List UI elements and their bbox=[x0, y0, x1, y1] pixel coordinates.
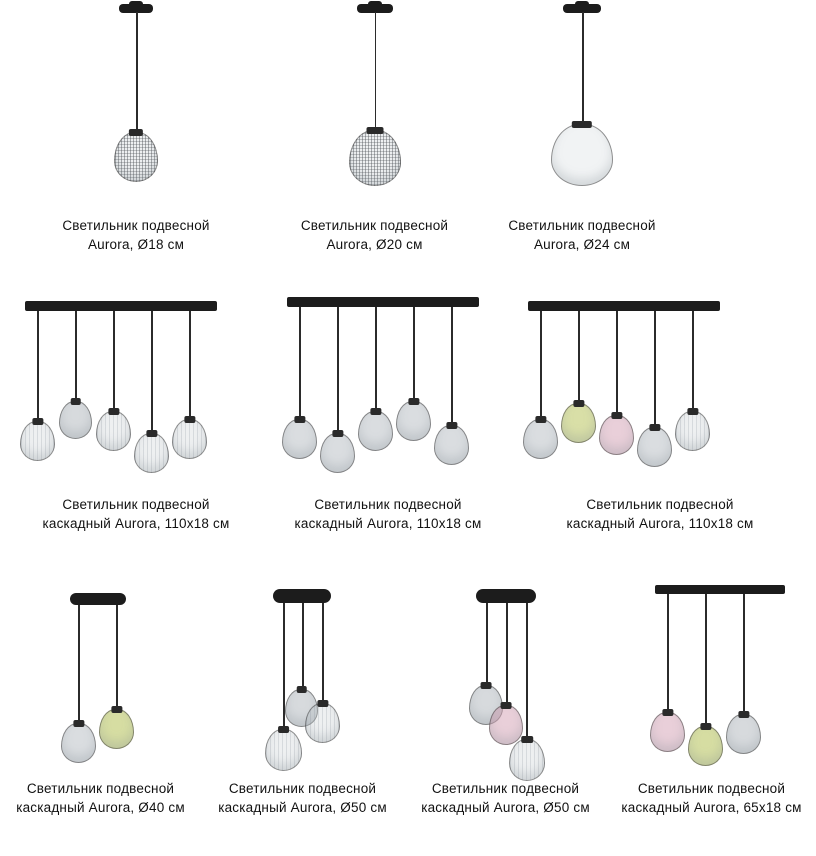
product-image-cascade-50-b bbox=[404, 583, 607, 773]
product-image-cascade-50-a bbox=[201, 583, 404, 773]
cord bbox=[692, 311, 694, 411]
cord bbox=[654, 311, 656, 427]
product-image-cascade-65 bbox=[607, 583, 816, 773]
canopy-cap-icon bbox=[368, 1, 382, 7]
caption-line-2: каскадный Aurora, 65x18 см bbox=[621, 800, 802, 815]
caption-line-2: каскадный Aurora, 110x18 см bbox=[566, 516, 754, 531]
mounting-bar bbox=[25, 301, 217, 311]
product-image-aurora-18 bbox=[0, 0, 272, 210]
lamp-shade bbox=[114, 132, 158, 182]
shade-socket bbox=[408, 398, 419, 405]
product-caption-aurora-24 bbox=[508, 216, 655, 254]
cord bbox=[299, 307, 301, 419]
shade-socket bbox=[611, 412, 622, 419]
cord bbox=[375, 12, 377, 130]
lamp-shade bbox=[134, 433, 169, 473]
caption-line-2: Aurora, Ø20 см bbox=[326, 237, 423, 252]
canopy-icon bbox=[476, 589, 536, 603]
lamp-shade bbox=[523, 419, 558, 459]
cord bbox=[451, 307, 453, 425]
product-card-aurora-cascade-110-c[interactable] bbox=[504, 289, 816, 533]
shade-socket bbox=[146, 430, 157, 437]
product-image-cascade-110-c bbox=[504, 289, 816, 489]
shade-socket bbox=[70, 398, 81, 405]
lamp-shade bbox=[61, 723, 96, 763]
cord bbox=[413, 307, 415, 401]
cord bbox=[667, 594, 669, 712]
lamp-shade bbox=[99, 709, 134, 749]
lamp-shade bbox=[282, 419, 317, 459]
cord bbox=[151, 311, 153, 433]
cord bbox=[705, 594, 707, 726]
product-image-cascade-110-b bbox=[272, 289, 504, 489]
lamp-shade bbox=[358, 411, 393, 451]
cord bbox=[375, 307, 377, 411]
lamp-shade bbox=[551, 124, 613, 186]
caption-line-2: каскадный Aurora, Ø50 см bbox=[218, 800, 387, 815]
lamp-shade bbox=[650, 712, 685, 752]
product-caption-aurora-20 bbox=[301, 216, 448, 254]
cord bbox=[78, 605, 80, 723]
product-caption-cascade-65 bbox=[621, 779, 801, 817]
cord bbox=[322, 603, 324, 703]
cord bbox=[582, 12, 584, 124]
caption-line-1: Светильник подвесной bbox=[508, 218, 656, 233]
caption-line-1: Светильник подвесной bbox=[300, 218, 449, 233]
lamp-shade bbox=[688, 726, 723, 766]
cord bbox=[37, 311, 39, 421]
product-caption-aurora-18 bbox=[62, 216, 209, 254]
mounting-bar bbox=[655, 585, 785, 594]
cord bbox=[540, 311, 542, 419]
shade-socket bbox=[687, 408, 698, 415]
shade-socket bbox=[184, 416, 195, 423]
cord bbox=[578, 311, 580, 403]
product-image-aurora-24 bbox=[477, 0, 687, 210]
caption-line-1: Светильник подвесной bbox=[62, 497, 210, 512]
product-caption-cascade-50-b bbox=[421, 779, 590, 817]
caption-line-2: каскадный Aurora, Ø40 см bbox=[16, 800, 185, 815]
shade-socket bbox=[296, 686, 307, 693]
cord bbox=[302, 603, 304, 689]
shade-socket bbox=[332, 430, 343, 437]
canopy-icon bbox=[273, 589, 331, 603]
product-caption-cascade-110-a bbox=[43, 495, 230, 533]
lamp-shade bbox=[434, 425, 469, 465]
product-caption-cascade-50-a bbox=[218, 779, 387, 817]
catalog-row-cascade-110 bbox=[0, 289, 816, 533]
caption-line-1: Светильник подвесной bbox=[26, 781, 175, 796]
caption-line-2: каскадный Aurora, 110x18 см bbox=[42, 516, 230, 531]
shade-socket bbox=[481, 682, 492, 689]
product-card-aurora-20[interactable] bbox=[272, 0, 477, 254]
shade-socket bbox=[111, 706, 122, 713]
product-card-aurora-cascade-110-b[interactable] bbox=[272, 289, 504, 533]
shade-socket bbox=[108, 408, 119, 415]
shade-socket bbox=[370, 408, 381, 415]
caption-line-1: Светильник подвесной bbox=[431, 781, 580, 796]
lamp-shade bbox=[509, 739, 545, 781]
catalog-row-cascade-bottom bbox=[0, 583, 816, 817]
lamp-shade bbox=[396, 401, 431, 441]
caption-line-2: каскадный Aurora, Ø50 см bbox=[421, 800, 590, 815]
cord bbox=[506, 603, 508, 705]
lamp-shade bbox=[265, 729, 302, 771]
cord bbox=[526, 603, 528, 739]
product-card-aurora-24[interactable] bbox=[477, 0, 687, 254]
lamp-shade bbox=[489, 705, 523, 745]
lamp-shade bbox=[320, 433, 355, 473]
product-card-aurora-cascade-65[interactable] bbox=[607, 583, 816, 817]
mounting-bar bbox=[528, 301, 720, 311]
product-image-cascade-110-a bbox=[0, 289, 272, 489]
product-image-cascade-40 bbox=[0, 583, 201, 773]
shade-socket bbox=[446, 422, 457, 429]
cord bbox=[113, 311, 115, 411]
product-caption-cascade-40 bbox=[16, 779, 185, 817]
cord bbox=[337, 307, 339, 433]
cord bbox=[116, 605, 118, 709]
product-image-aurora-20 bbox=[272, 0, 477, 210]
product-caption-cascade-110-b bbox=[295, 495, 482, 533]
cord bbox=[743, 594, 745, 714]
shade-socket bbox=[73, 720, 84, 727]
lamp-shade bbox=[561, 403, 596, 443]
product-caption-cascade-110-c bbox=[567, 495, 754, 533]
shade-socket bbox=[129, 129, 143, 136]
shade-socket bbox=[294, 416, 305, 423]
product-card-aurora-cascade-50-a[interactable] bbox=[201, 583, 404, 817]
shade-socket bbox=[32, 418, 43, 425]
cord bbox=[616, 311, 618, 415]
lamp-shade bbox=[599, 415, 634, 455]
shade-socket bbox=[278, 726, 290, 733]
lamp-shade bbox=[96, 411, 131, 451]
product-card-aurora-cascade-110-a[interactable] bbox=[0, 289, 272, 533]
canopy-cap-icon bbox=[575, 1, 589, 7]
product-card-aurora-cascade-50-b[interactable] bbox=[404, 583, 607, 817]
catalog-row-single-pendants bbox=[0, 0, 816, 254]
lamp-shade bbox=[59, 401, 92, 439]
cord bbox=[136, 12, 138, 132]
lamp-shade bbox=[172, 419, 207, 459]
lamp-shade bbox=[726, 714, 761, 754]
shade-socket bbox=[573, 400, 584, 407]
shade-socket bbox=[700, 723, 711, 730]
lamp-shade bbox=[349, 130, 401, 186]
product-card-aurora-18[interactable] bbox=[0, 0, 272, 254]
caption-line-1: Светильник подвесной bbox=[62, 218, 210, 233]
canopy-cap-icon bbox=[129, 1, 143, 7]
shade-socket bbox=[521, 736, 533, 743]
cord bbox=[75, 311, 77, 401]
caption-line-1: Светильник подвесной bbox=[228, 781, 377, 796]
caption-line-1: Светильник подвесной bbox=[314, 497, 462, 512]
shade-socket bbox=[535, 416, 546, 423]
cord bbox=[486, 603, 488, 685]
caption-line-1: Светильник подвесной bbox=[586, 497, 734, 512]
lamp-shade bbox=[637, 427, 672, 467]
shade-socket bbox=[501, 702, 512, 709]
shade-socket bbox=[366, 127, 383, 134]
shade-socket bbox=[649, 424, 660, 431]
caption-line-2: каскадный Aurora, 110x18 см bbox=[294, 516, 482, 531]
shade-socket bbox=[572, 121, 592, 128]
mounting-bar bbox=[287, 297, 479, 307]
shade-socket bbox=[317, 700, 328, 707]
lamp-shade bbox=[305, 703, 340, 743]
lamp-shade bbox=[20, 421, 55, 461]
shade-socket bbox=[662, 709, 673, 716]
row-spacer bbox=[687, 0, 816, 254]
caption-line-2: Aurora, Ø24 см bbox=[533, 237, 631, 252]
shade-socket bbox=[738, 711, 749, 718]
lamp-shade bbox=[675, 411, 710, 451]
canopy-icon bbox=[70, 593, 126, 605]
cord bbox=[189, 311, 191, 419]
caption-line-1: Светильник подвесной bbox=[637, 781, 786, 796]
product-card-aurora-cascade-40[interactable] bbox=[0, 583, 201, 817]
caption-line-2: Aurora, Ø18 см bbox=[87, 237, 185, 252]
